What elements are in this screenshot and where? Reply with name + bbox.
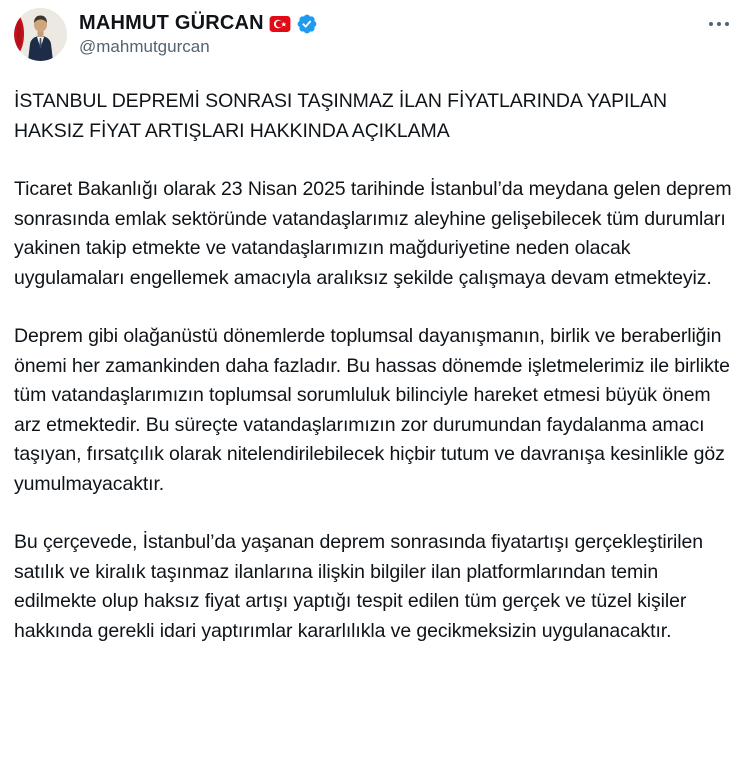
ellipsis-dot (717, 22, 721, 26)
more-options-button[interactable] (707, 16, 731, 32)
turkey-flag-icon (269, 13, 291, 35)
tweet-text (14, 87, 735, 646)
user-identity (79, 8, 318, 58)
tweet-header (14, 8, 735, 66)
tweet-title-paragraph: İSTANBUL DEPREMİ SONRASI TAŞINMAZ İLAN FİYATLARINDA YAPILAN HAKSIZ FİYAT ARTIŞLARI HAKKINDA AÇIKLAMA (14, 90, 673, 142)
ellipsis-dot (725, 22, 729, 26)
name-row (79, 11, 318, 36)
ellipsis-dot (709, 22, 713, 26)
tweet-paragraph: Deprem gibi olağanüstü dönemlerde toplumsal dayanışmanın, birlik ve beraberliğin önemi her zamankinden daha fazladır. Bu hassas dönemde işletmelerimiz ile birlikte tüm vatandaşlarımızın toplumsal sorumluluk bilinciyle hareket etmesi büyük önem arz etmektedir. Bu süreçte vatandaşlarımızın zor durumundan faydalanma amacı taşıyan, fırsatçılık olarak nitelendirilebilecek hiçbir tutum ve davranışa kesinlikle göz yumulmayacaktır. (14, 325, 736, 495)
tweet-paragraph: Ticaret Bakanlığı olarak 23 Nisan 2025 tarihinde İstanbul’da meydana gelen deprem sonrasında emlak sektöründe vatandaşlarımız aleyhine gelişebilecek tüm durumları yakinen takip etmekte ve vatandaşlarımızın mağduriyetine neden olacak uygulamaları engellemek amacıyla aralıksız şekilde çalışmaya devam etmekteyiz. (14, 178, 737, 289)
verified-badge-icon (296, 13, 318, 35)
avatar[interactable] (14, 8, 67, 61)
display-name[interactable]: MAHMUT GÜRCAN (79, 12, 264, 34)
tweet-paragraph: Bu çerçevede, İstanbul’da yaşanan deprem sonrasında fiyatartışı gerçekleştirilen satılık ve kiralık taşınmaz ilanlarına ilişkin bilgiler ilan platformlarından temin edilmekte olup haksız fiyat artışı yaptığı tespit edilen tüm gerçek ve tüzel kişiler hakkında gerekli idari yaptırımlar kararlılıkla ve gecikmeksizin uygulanacaktır. (14, 531, 709, 642)
avatar-photo (14, 8, 67, 61)
user-handle[interactable]: @mahmutgurcan (79, 37, 210, 56)
